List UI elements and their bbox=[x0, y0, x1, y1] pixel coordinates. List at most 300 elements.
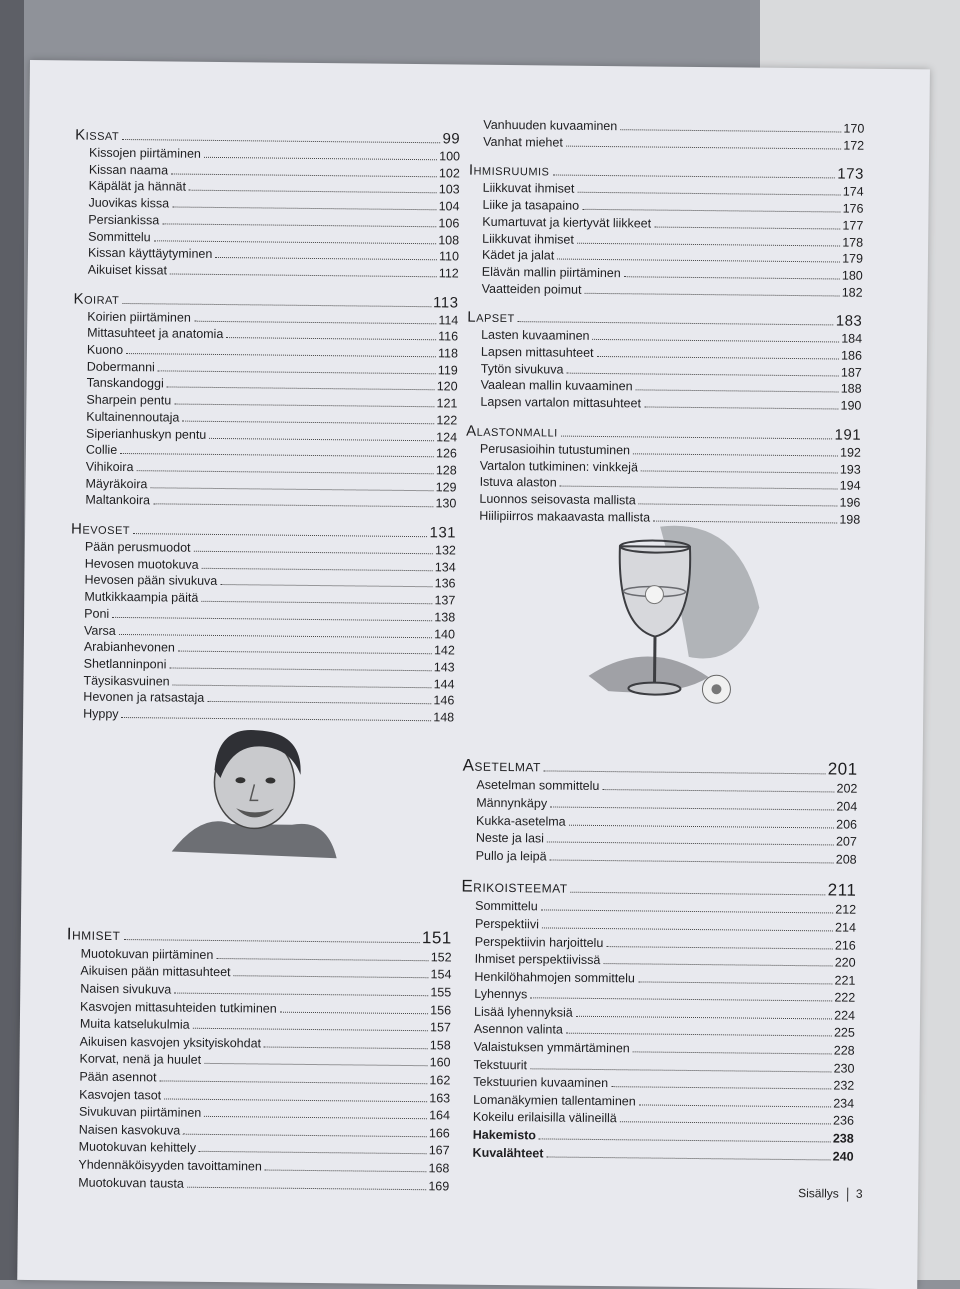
entry-page: 112 bbox=[438, 266, 459, 281]
dot-leader bbox=[560, 486, 838, 490]
entry-label: Luonnos seisovasta mallista bbox=[479, 491, 636, 508]
toc-entry bbox=[468, 280, 863, 301]
dot-leader bbox=[136, 470, 433, 474]
dot-leader bbox=[544, 771, 826, 775]
page-number: 3 bbox=[855, 1186, 863, 1201]
entry-label: Valaistuksen ymmärtäminen bbox=[473, 1039, 630, 1056]
dot-leader bbox=[204, 1063, 428, 1066]
entry-label: Hiilipiirros makaavasta mallista bbox=[479, 508, 651, 525]
entry-label: Henkilöhahmojen sommittelu bbox=[474, 969, 635, 986]
entry-label: Kädet ja jalat bbox=[481, 247, 555, 263]
entry-page: 122 bbox=[436, 413, 458, 428]
entry-label: Lasten kuvaaminen bbox=[481, 328, 590, 344]
dot-leader bbox=[216, 958, 428, 961]
entry-page: 103 bbox=[438, 182, 460, 197]
dot-leader bbox=[209, 437, 434, 440]
entry-page: 177 bbox=[842, 218, 864, 233]
entry-page: 126 bbox=[435, 446, 457, 461]
entry-page: 137 bbox=[434, 593, 456, 608]
dot-leader bbox=[552, 175, 835, 179]
dot-leader bbox=[171, 173, 437, 177]
entry-label: Vaatteiden poimut bbox=[481, 281, 582, 297]
dot-leader bbox=[571, 892, 826, 896]
dot-leader bbox=[162, 223, 436, 227]
entry-page: 163 bbox=[429, 1090, 451, 1106]
dot-leader bbox=[122, 139, 440, 143]
entry-label: Hevonen ja ratsastaja bbox=[83, 689, 205, 706]
entry-page: 106 bbox=[438, 216, 460, 231]
dot-leader bbox=[178, 651, 432, 655]
dot-leader bbox=[193, 551, 432, 555]
dot-leader bbox=[546, 1156, 830, 1160]
dot-leader bbox=[204, 157, 437, 160]
entry-label: Aikuiset kissat bbox=[87, 262, 168, 278]
entry-page: 172 bbox=[843, 138, 865, 153]
toc-section bbox=[462, 756, 858, 869]
dot-leader bbox=[539, 1138, 831, 1142]
toc-section bbox=[469, 117, 864, 155]
entry-page: 180 bbox=[841, 268, 863, 283]
dot-leader bbox=[112, 617, 432, 621]
section-page: 151 bbox=[421, 927, 452, 948]
entry-label: Arabianhevonen bbox=[83, 639, 175, 655]
entry-page: 129 bbox=[435, 479, 457, 495]
dot-leader bbox=[193, 1028, 428, 1031]
entry-page: 179 bbox=[842, 251, 864, 266]
section-page: 201 bbox=[827, 759, 858, 780]
book-page bbox=[17, 60, 930, 1289]
page-footer bbox=[798, 1186, 863, 1202]
dot-leader bbox=[280, 1011, 429, 1014]
entry-page: 104 bbox=[438, 199, 460, 214]
dot-leader bbox=[234, 976, 429, 979]
dot-leader bbox=[566, 372, 838, 376]
entry-page: 170 bbox=[843, 121, 865, 136]
dot-leader bbox=[122, 303, 431, 307]
section-page: 173 bbox=[837, 165, 864, 184]
entry-label: Lisää lyhennyksiä bbox=[473, 1004, 573, 1020]
dot-leader bbox=[220, 584, 432, 587]
section-title: Ihmisruumis bbox=[468, 162, 550, 180]
entry-label: Sommittelu bbox=[88, 229, 151, 244]
dot-leader bbox=[194, 320, 437, 324]
entry-label: Lomanäkymien tallentaminen bbox=[473, 1092, 636, 1109]
entry-page: 182 bbox=[841, 285, 863, 300]
entry-page: 134 bbox=[434, 560, 456, 575]
entry-label: Dobermanni bbox=[86, 359, 155, 375]
entry-label: Tekstuurien kuvaaminen bbox=[473, 1074, 609, 1091]
toc-entry bbox=[458, 1144, 853, 1166]
entry-label: Aikuisen pään mittasuhteet bbox=[80, 963, 231, 980]
entry-label: Sommittelu bbox=[475, 899, 538, 914]
dot-leader bbox=[172, 207, 437, 211]
entry-label: Mutkikkaampia päitä bbox=[84, 589, 199, 605]
entry-page: 118 bbox=[437, 346, 459, 361]
entry-page: 108 bbox=[438, 232, 460, 248]
entry-page: 192 bbox=[840, 445, 862, 460]
entry-label: Elävän mallin piirtäminen bbox=[481, 264, 621, 281]
dot-leader bbox=[119, 634, 432, 638]
entry-page: 128 bbox=[435, 463, 457, 478]
entry-page: 220 bbox=[834, 955, 856, 970]
section-page: 191 bbox=[834, 426, 862, 444]
entry-page: 130 bbox=[435, 496, 457, 511]
entry-page: 146 bbox=[433, 693, 455, 708]
entry-page: 164 bbox=[429, 1108, 451, 1123]
entry-label: Poni bbox=[84, 606, 110, 621]
entry-page: 196 bbox=[839, 495, 861, 510]
entry-page: 234 bbox=[833, 1096, 855, 1111]
section-title: Asetelmat bbox=[462, 755, 542, 776]
section-page: 131 bbox=[429, 524, 457, 542]
entry-page: 152 bbox=[430, 950, 452, 965]
dot-leader bbox=[620, 129, 841, 132]
dot-leader bbox=[170, 273, 437, 277]
dot-leader bbox=[566, 145, 841, 149]
dot-leader bbox=[174, 993, 428, 997]
entry-page: 214 bbox=[835, 920, 857, 935]
dot-leader bbox=[153, 504, 434, 508]
entry-label: Maltankoira bbox=[85, 492, 151, 508]
entry-label: Perspektiivin harjoittelu bbox=[474, 934, 604, 950]
entry-label: Korvat, nenä ja huulet bbox=[79, 1051, 202, 1068]
dot-leader bbox=[169, 667, 431, 671]
entry-page: 138 bbox=[434, 610, 456, 625]
section-page: 183 bbox=[835, 312, 863, 331]
dot-leader bbox=[164, 1098, 427, 1102]
entry-label: Hakemisto bbox=[472, 1127, 537, 1143]
toc-section bbox=[458, 877, 856, 1166]
entry-page: 119 bbox=[437, 363, 458, 378]
dot-leader bbox=[182, 420, 434, 424]
entry-page: 188 bbox=[840, 381, 862, 397]
dot-leader bbox=[199, 1151, 427, 1154]
entry-page: 190 bbox=[840, 398, 862, 413]
section-title: Erikoisteemat bbox=[461, 876, 568, 898]
section-title: Ihmiset bbox=[66, 924, 121, 944]
dot-leader bbox=[189, 190, 437, 194]
dot-leader bbox=[633, 453, 838, 456]
entry-page: 176 bbox=[842, 201, 864, 216]
dot-leader bbox=[596, 356, 839, 360]
entry-label: Lapsen mittasuhteet bbox=[480, 344, 594, 360]
dot-leader bbox=[644, 407, 839, 410]
entry-label: Varsa bbox=[83, 623, 116, 638]
dot-leader bbox=[174, 404, 434, 408]
entry-label: Naisen kasvokuva bbox=[78, 1122, 181, 1138]
entry-page: 110 bbox=[438, 249, 460, 264]
entry-label: Tekstuurit bbox=[473, 1057, 528, 1072]
dot-leader bbox=[561, 435, 833, 439]
entry-label: Kissan käyttäytyminen bbox=[87, 245, 213, 262]
entry-page: 154 bbox=[430, 967, 452, 982]
entry-label: Collie bbox=[85, 442, 118, 458]
entry-label: Kumartuvat ja kiertyvät liikkeet bbox=[482, 214, 652, 231]
entry-label: Vaalean mallin kuvaaminen bbox=[480, 378, 633, 394]
entry-page: 155 bbox=[430, 985, 452, 1000]
toc-section bbox=[465, 422, 861, 528]
entry-label: Neste ja lasi bbox=[475, 830, 545, 846]
dot-leader bbox=[641, 470, 838, 473]
entry-page: 166 bbox=[428, 1125, 450, 1141]
entry-label: Liike ja tasapaino bbox=[482, 197, 580, 213]
dot-leader bbox=[576, 1016, 832, 1020]
section-title: Koirat bbox=[73, 290, 120, 308]
entry-label: Shetlanninponi bbox=[83, 656, 167, 672]
dot-leader bbox=[611, 1086, 831, 1089]
entry-label: Asennon valinta bbox=[473, 1022, 563, 1038]
toc-entry bbox=[469, 133, 864, 154]
dot-leader bbox=[264, 1046, 428, 1049]
entry-label: Täysikasvuinen bbox=[83, 673, 170, 689]
entry-label: Siperianhuskyn pentu bbox=[86, 426, 207, 442]
dot-leader bbox=[584, 292, 839, 296]
entry-page: 238 bbox=[832, 1131, 854, 1146]
dot-leader bbox=[530, 998, 832, 1002]
entry-page: 184 bbox=[841, 331, 863, 347]
section-heading bbox=[463, 756, 858, 780]
entry-label: Persiankissa bbox=[88, 212, 160, 228]
entry-label: Koirien piirtäminen bbox=[87, 309, 191, 325]
dot-leader bbox=[204, 1116, 427, 1119]
entry-label: Mittasuhteet ja anatomia bbox=[87, 325, 224, 342]
entry-page: 186 bbox=[841, 348, 863, 363]
entry-label: Kultainennoutaja bbox=[86, 409, 180, 425]
toc-section bbox=[466, 309, 862, 415]
entry-page: 198 bbox=[839, 512, 861, 527]
entry-page: 193 bbox=[839, 462, 861, 477]
entry-page: 143 bbox=[433, 660, 455, 675]
dot-leader bbox=[154, 240, 437, 244]
footer-divider bbox=[847, 1187, 848, 1201]
entry-label: Ihmiset perspektiivissä bbox=[474, 951, 601, 968]
entry-label: Sivukuvan piirtäminen bbox=[78, 1104, 202, 1120]
entry-page: 144 bbox=[433, 676, 455, 692]
entry-label: Aikuisen kasvojen yksityiskohdat bbox=[79, 1034, 262, 1051]
dot-leader bbox=[541, 910, 834, 914]
toc-section bbox=[69, 521, 456, 727]
toc-entry bbox=[462, 847, 857, 869]
dot-leader bbox=[624, 276, 840, 279]
dot-leader bbox=[518, 321, 834, 325]
dot-leader bbox=[566, 1033, 832, 1037]
entry-page: 121 bbox=[436, 396, 458, 411]
entry-label: Hevosen pään sivukuva bbox=[84, 573, 218, 589]
entry-page: 102 bbox=[438, 165, 460, 181]
entry-label: Muotokuvan piirtäminen bbox=[80, 946, 214, 962]
section-page: 211 bbox=[827, 880, 857, 901]
entry-page: 222 bbox=[834, 990, 856, 1005]
dot-leader bbox=[602, 789, 834, 792]
entry-label: Mäyräkoira bbox=[85, 476, 148, 491]
dot-leader bbox=[133, 533, 427, 537]
entry-page: 100 bbox=[439, 149, 461, 164]
entry-page: 228 bbox=[833, 1043, 855, 1058]
dot-leader bbox=[569, 824, 835, 828]
toc-entry bbox=[71, 492, 456, 513]
entry-label: Perusasioihin tutustuminen bbox=[479, 441, 631, 458]
dot-leader bbox=[638, 981, 833, 984]
dot-leader bbox=[167, 387, 435, 391]
section-page: 113 bbox=[432, 293, 459, 312]
entry-page: 224 bbox=[834, 1008, 856, 1023]
dot-leader bbox=[550, 859, 834, 863]
entry-label: Liikkuvat ihmiset bbox=[482, 181, 575, 197]
entry-page: 204 bbox=[836, 799, 858, 814]
entry-page: 174 bbox=[842, 184, 864, 200]
entry-label: Käpälät ja hännät bbox=[88, 179, 187, 195]
entry-page: 230 bbox=[833, 1061, 855, 1076]
entry-label: Muotokuvan tausta bbox=[78, 1175, 184, 1191]
toc-section bbox=[74, 126, 461, 282]
entry-page: 156 bbox=[430, 1002, 452, 1018]
footer-label: Sisällys bbox=[798, 1186, 839, 1201]
dot-leader bbox=[639, 1104, 832, 1107]
entry-page: 236 bbox=[833, 1113, 855, 1129]
section-title: Kissat bbox=[75, 126, 120, 144]
entry-page: 157 bbox=[429, 1020, 451, 1035]
toc-entry bbox=[466, 394, 861, 415]
toc-left-column bbox=[64, 126, 460, 1207]
entry-label: Kuono bbox=[86, 342, 124, 358]
dot-leader bbox=[577, 192, 840, 196]
dot-leader bbox=[150, 487, 433, 491]
entry-page: 120 bbox=[436, 379, 458, 394]
entry-page: 136 bbox=[434, 576, 456, 591]
dot-leader bbox=[159, 1080, 427, 1084]
entry-label: Kissan naama bbox=[88, 162, 169, 178]
toc-section bbox=[64, 924, 452, 1195]
entry-label: Tanskandoggi bbox=[86, 376, 164, 391]
entry-label: Liikkuvat ihmiset bbox=[482, 231, 574, 247]
dot-leader bbox=[639, 503, 838, 506]
wine-glass-illustration bbox=[588, 516, 770, 718]
section-title: Lapset bbox=[467, 308, 515, 327]
entry-label: Istuva alaston bbox=[479, 474, 557, 490]
entry-label: Muita katselukulmia bbox=[79, 1016, 190, 1032]
dot-leader bbox=[187, 1186, 427, 1190]
entry-page: 142 bbox=[433, 643, 455, 658]
entry-label: Pullo ja leipä bbox=[475, 848, 547, 864]
toc-entry bbox=[64, 1174, 449, 1196]
dot-leader bbox=[636, 390, 839, 393]
dot-leader bbox=[201, 601, 432, 604]
dot-leader bbox=[120, 453, 434, 457]
boy-portrait-illustration bbox=[162, 711, 344, 863]
entry-page: 221 bbox=[834, 973, 856, 988]
entry-page: 148 bbox=[433, 710, 455, 725]
dot-leader bbox=[202, 568, 433, 571]
section-heading bbox=[67, 924, 452, 948]
entry-label: Vanhat miehet bbox=[483, 134, 563, 150]
dot-leader bbox=[207, 701, 431, 704]
dot-leader bbox=[530, 1068, 832, 1072]
dot-leader bbox=[582, 209, 841, 213]
entry-page: 168 bbox=[428, 1161, 450, 1176]
entry-label: Kasvojen mittasuhteiden tutkiminen bbox=[80, 999, 277, 1016]
entry-label: Vartalon tutkiminen: vinkkejä bbox=[479, 458, 639, 474]
entry-page: 194 bbox=[839, 478, 861, 493]
entry-page: 208 bbox=[835, 852, 857, 867]
section-title: Hevoset bbox=[71, 520, 131, 539]
entry-page: 206 bbox=[836, 817, 858, 832]
entry-label: Kukka-asetelma bbox=[475, 813, 566, 829]
entry-page: 212 bbox=[835, 902, 857, 918]
entry-page: 116 bbox=[438, 329, 459, 344]
dot-leader bbox=[158, 370, 436, 374]
dot-leader bbox=[550, 806, 834, 810]
dot-leader bbox=[620, 1122, 831, 1125]
entry-label: Naisen sivukuva bbox=[80, 981, 172, 997]
dot-leader bbox=[226, 337, 436, 340]
entry-page: 216 bbox=[834, 937, 856, 953]
entry-page: 187 bbox=[840, 365, 862, 380]
dot-leader bbox=[183, 1133, 427, 1137]
entry-label: Pään perusmuodot bbox=[84, 539, 191, 555]
toc-section bbox=[71, 290, 458, 512]
dot-leader bbox=[265, 1169, 427, 1172]
entry-page: 162 bbox=[429, 1073, 451, 1088]
dot-leader bbox=[557, 259, 840, 263]
entry-page: 169 bbox=[428, 1178, 450, 1193]
dot-leader bbox=[542, 927, 833, 931]
dot-leader bbox=[593, 339, 840, 343]
entry-page: 114 bbox=[438, 312, 459, 328]
dot-leader bbox=[654, 226, 840, 229]
entry-label: Kokeilu erilaisilla välineillä bbox=[472, 1110, 617, 1126]
section-title: Alastonmalli bbox=[466, 422, 558, 441]
entry-page: 140 bbox=[434, 626, 456, 642]
entry-label: Perspektiivi bbox=[474, 916, 539, 932]
dot-leader bbox=[603, 963, 832, 966]
dot-leader bbox=[215, 257, 437, 260]
entry-page: 167 bbox=[428, 1143, 450, 1158]
entry-page: 132 bbox=[434, 543, 456, 558]
toc-entry bbox=[74, 261, 459, 282]
section-heading bbox=[461, 877, 856, 901]
entry-label: Juovikas kissa bbox=[88, 195, 170, 211]
dot-leader bbox=[547, 842, 834, 846]
dot-leader bbox=[126, 353, 436, 357]
entry-page: 202 bbox=[836, 781, 858, 797]
entry-label: Hyppy bbox=[83, 706, 119, 722]
entry-label: Lapsen vartalon mittasuhteet bbox=[480, 394, 642, 411]
entry-label: Männynkäpy bbox=[476, 795, 548, 811]
entry-page: 124 bbox=[436, 429, 458, 445]
toc-section bbox=[468, 162, 864, 301]
entry-page: 207 bbox=[835, 834, 857, 849]
entry-page: 160 bbox=[429, 1055, 451, 1070]
entry-label: Vanhuuden kuvaaminen bbox=[483, 117, 618, 134]
entry-page: 178 bbox=[842, 235, 864, 250]
entry-label: Kasvojen tasot bbox=[79, 1087, 162, 1102]
entry-label: Asetelman sommittelu bbox=[476, 778, 600, 794]
dot-leader bbox=[633, 1051, 832, 1054]
entry-label: Sharpein pentu bbox=[86, 392, 172, 408]
dot-leader bbox=[173, 684, 432, 688]
entry-label: Hevosen muotokuva bbox=[84, 556, 199, 572]
entry-page: 158 bbox=[429, 1038, 451, 1053]
entry-page: 240 bbox=[832, 1149, 854, 1164]
entry-label: Tytön sivukuva bbox=[480, 361, 564, 377]
entry-label: Muotokuvan kehittely bbox=[78, 1139, 197, 1156]
entry-label: Vihikoira bbox=[85, 459, 134, 475]
entry-label: Kissojen piirtäminen bbox=[88, 145, 201, 161]
dot-leader bbox=[577, 242, 840, 246]
entry-label: Pään asennot bbox=[79, 1069, 157, 1085]
entry-label: Yhdennäköisyyden tavoittaminen bbox=[78, 1157, 262, 1174]
entry-label: Lyhennys bbox=[474, 987, 528, 1002]
